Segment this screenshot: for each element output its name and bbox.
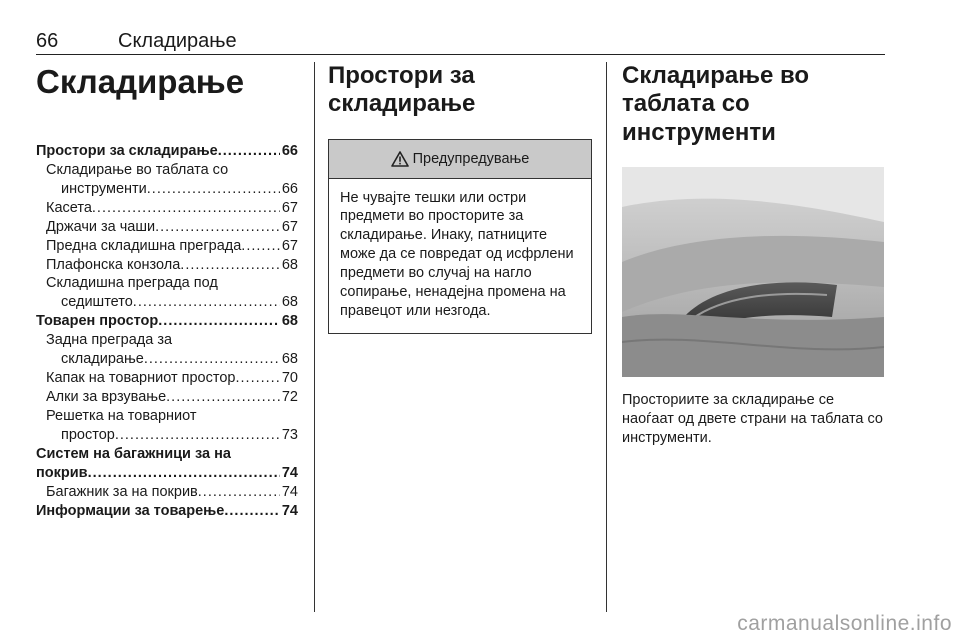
toc-entry[interactable] — [36, 464, 298, 483]
toc-entry-title: Плафонска конзола — [46, 256, 181, 273]
warning-triangle-icon — [391, 151, 409, 167]
toc-leader-dots — [92, 199, 280, 218]
table-of-contents — [36, 142, 298, 522]
toc-leader-dots — [180, 256, 280, 275]
toc-entry-page: 73 — [281, 427, 298, 444]
toc-entry[interactable] — [36, 218, 298, 237]
chapter-title: Складирање — [36, 63, 245, 100]
toc-leader-dots — [133, 293, 280, 312]
warning-box — [328, 139, 592, 334]
toc-entry[interactable]: Систем на багажници за на — [36, 446, 231, 463]
toc-entry-title: Багажник за на покрив — [46, 484, 198, 501]
watermark: carmanualsonline.info — [737, 612, 952, 635]
toc-entry-page: 68 — [281, 351, 298, 368]
toc-entry-page: 74 — [281, 484, 298, 501]
toc-entry-title: Товарен простор — [36, 313, 159, 330]
toc-leader-dots — [224, 502, 280, 521]
toc-leader-dots — [155, 218, 280, 237]
toc-entry-page: 67 — [281, 237, 298, 254]
toc-entry[interactable] — [36, 483, 298, 502]
dashboard-storage-section — [622, 62, 885, 447]
toc-entry-title: Капак на товарниот простор — [46, 370, 236, 387]
toc-leader-dots — [218, 142, 280, 161]
toc-leader-dots — [115, 426, 280, 445]
toc-entry-title: седиштето — [61, 294, 133, 311]
toc-entry-title: складирање — [61, 351, 144, 368]
toc-entry-title: простор — [61, 427, 115, 444]
toc-entry[interactable]: Задна преграда за — [46, 332, 173, 349]
toc-entry[interactable] — [36, 350, 298, 369]
toc-entry-title: Држачи за чаши — [46, 218, 156, 235]
warning-header — [329, 140, 591, 179]
toc-entry[interactable] — [36, 237, 298, 256]
toc-entry[interactable] — [36, 293, 298, 312]
toc-entry-page: 66 — [281, 142, 298, 159]
section-title: Простори за складирање — [328, 62, 476, 118]
toc-entry[interactable] — [36, 502, 298, 521]
toc-entry-title: Алки за врзување — [46, 389, 167, 406]
column-divider — [606, 62, 607, 612]
storage-section — [328, 62, 592, 334]
toc-entry[interactable] — [36, 180, 298, 199]
toc-entry-title: Предна складишна преграда — [46, 237, 242, 254]
header-rule — [36, 54, 885, 55]
toc-entry[interactable]: Складишна преграда под — [46, 275, 218, 292]
toc-entry-page: 66 — [281, 180, 298, 197]
toc-entry[interactable] — [36, 256, 298, 275]
toc-entry[interactable]: Складирање во таблата со — [46, 161, 229, 178]
toc-entry-page: 67 — [281, 218, 298, 235]
toc-entry-title: Простори за складирање — [36, 142, 218, 159]
toc-leader-dots — [198, 483, 280, 502]
toc-entry-page: 74 — [281, 503, 298, 520]
toc-leader-dots — [147, 180, 280, 199]
toc-entry-page: 67 — [281, 199, 298, 216]
dashboard-storage-photo — [622, 167, 884, 377]
toc-leader-dots — [88, 464, 280, 483]
toc-entry-page: 68 — [281, 313, 298, 330]
toc-leader-dots — [235, 369, 279, 388]
toc-entry[interactable] — [36, 426, 298, 445]
toc-entry-title: Касета — [46, 199, 92, 216]
toc-entry-page: 70 — [281, 370, 298, 387]
toc-entry[interactable] — [36, 199, 298, 218]
toc-column — [36, 62, 298, 521]
toc-leader-dots — [166, 388, 280, 407]
page-number: 66 — [36, 30, 59, 52]
toc-entry[interactable]: Решетка на товарниот — [46, 408, 197, 425]
toc-entry[interactable] — [36, 312, 298, 331]
warning-text: Не чувајте тешки или остри предмети во просторите за складирање. Инаку, патниците може да се повредат од исфрлени предмети во случај на нагло сопирање, ненадејна промена на правецот или незгода. — [340, 189, 574, 319]
toc-entry-page: 68 — [281, 294, 298, 311]
toc-leader-dots — [158, 312, 280, 331]
warning-label: Предупредување — [412, 150, 530, 167]
toc-entry-title: инструменти — [61, 180, 147, 197]
toc-entry-title: покрив — [36, 465, 88, 482]
toc-entry-page: 68 — [281, 256, 298, 273]
toc-leader-dots — [241, 237, 280, 256]
toc-entry[interactable] — [36, 369, 298, 388]
toc-entry[interactable] — [36, 142, 298, 161]
toc-entry-page: 72 — [281, 389, 298, 406]
toc-entry-page: 74 — [281, 465, 298, 482]
toc-entry[interactable] — [36, 388, 298, 407]
toc-entry-title: Информации за товарење — [36, 503, 225, 520]
toc-leader-dots — [144, 350, 280, 369]
running-title: Складирање — [118, 30, 237, 52]
section-title: Складирање во таблата со инструменти — [622, 62, 810, 146]
column-divider — [314, 62, 315, 612]
photo-caption: Просториите за складирање се наоѓаат од двете страни на таблата со инструменти. — [622, 391, 883, 446]
